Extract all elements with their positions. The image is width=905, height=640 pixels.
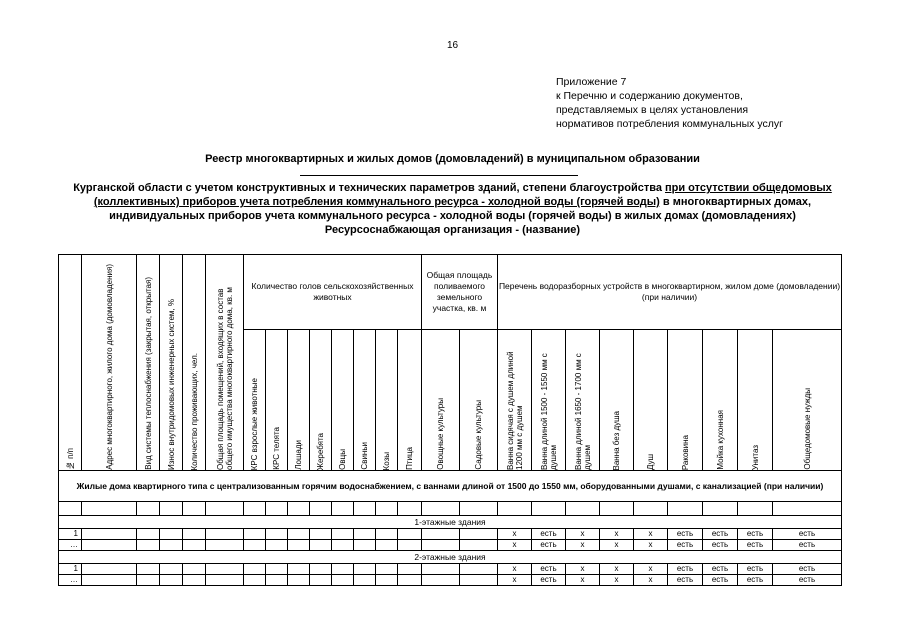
fixture-cell: х xyxy=(600,564,634,575)
fixture-cell: есть xyxy=(532,575,566,586)
register-table xyxy=(58,254,842,586)
empty-cell xyxy=(244,564,266,575)
fixture-cell: х xyxy=(634,575,668,586)
fixture-cell: есть xyxy=(532,529,566,540)
empty-cell xyxy=(288,564,310,575)
empty-cell xyxy=(773,502,842,516)
empty-cell xyxy=(206,564,244,575)
header-land-crop: Садовые культуры xyxy=(460,330,498,471)
empty-cell xyxy=(183,502,206,516)
table-row xyxy=(59,529,842,540)
fixture-cell: есть xyxy=(668,540,703,551)
empty-cell xyxy=(244,502,266,516)
header-address: Адрес многоквартирного, жилого дома (домовладения) xyxy=(82,255,137,471)
header-animal-type: Лошади xyxy=(288,330,310,471)
empty-cell xyxy=(398,575,422,586)
fixture-cell: х xyxy=(498,575,532,586)
fixture-cell: есть xyxy=(738,540,773,551)
empty-cell xyxy=(183,529,206,540)
header-land-crop: Овощные культуры xyxy=(422,330,460,471)
fixture-cell: есть xyxy=(703,529,738,540)
subtitle-part: в многоквартирных домах, индивидуальных приборов учета коммунального ресурса - холодной воды (горячей воды) в жилых домах (домовладениях) Ресурсоснабжающая организация - (название) xyxy=(109,196,812,236)
appendix-line: представляемых в целях установления xyxy=(556,104,749,116)
row-number: 1 xyxy=(59,529,82,540)
empty-cell xyxy=(82,529,137,540)
header-fixture-type: Душ xyxy=(634,330,668,471)
empty-cell xyxy=(82,540,137,551)
empty-cell xyxy=(244,529,266,540)
fixture-cell: есть xyxy=(532,540,566,551)
empty-cell xyxy=(206,529,244,540)
header-animal-type: Козы xyxy=(376,330,398,471)
empty-cell xyxy=(376,529,398,540)
fixture-cell: есть xyxy=(703,540,738,551)
fixture-cell: х xyxy=(498,540,532,551)
empty-cell xyxy=(244,575,266,586)
empty-cell xyxy=(460,502,498,516)
empty-cell xyxy=(354,575,376,586)
empty-cell xyxy=(310,540,332,551)
header-animal-type: КРС телята xyxy=(266,330,288,471)
group-row xyxy=(59,551,842,564)
header-animal-type: Свиньи xyxy=(354,330,376,471)
fixture-cell: есть xyxy=(668,529,703,540)
empty-cell xyxy=(206,502,244,516)
empty-cell xyxy=(422,502,460,516)
empty-cell xyxy=(266,564,288,575)
empty-cell xyxy=(376,502,398,516)
empty-cell xyxy=(82,575,137,586)
fixture-cell: х xyxy=(600,540,634,551)
header-animal-type: Птица xyxy=(398,330,422,471)
empty-cell xyxy=(266,575,288,586)
empty-cell xyxy=(460,529,498,540)
empty-cell xyxy=(332,564,354,575)
empty-cell xyxy=(332,502,354,516)
empty-cell xyxy=(422,529,460,540)
header-fixtures-group: Перечень водоразборных устройств в многоквартирном, жилом доме (домовладении) (при наличии) xyxy=(498,255,842,330)
empty-cell xyxy=(422,564,460,575)
empty-cell xyxy=(310,564,332,575)
empty-cell xyxy=(160,529,183,540)
empty-cell xyxy=(137,502,160,516)
group-label: 2-этажные здания xyxy=(59,551,842,564)
fixture-cell: есть xyxy=(532,564,566,575)
appendix-line: к Перечню и содержанию документов, xyxy=(556,90,743,102)
fixture-cell: есть xyxy=(668,575,703,586)
fixture-cell: х xyxy=(566,564,600,575)
empty-cell xyxy=(566,502,600,516)
empty-cell xyxy=(288,540,310,551)
empty-cell xyxy=(183,540,206,551)
empty-cell xyxy=(82,564,137,575)
appendix-note xyxy=(556,75,783,131)
table-row xyxy=(59,540,842,551)
header-fixture-type: Общедомовые нужды xyxy=(773,330,842,471)
fixture-cell: есть xyxy=(773,564,842,575)
header-fixture-type: Унитаз xyxy=(738,330,773,471)
fixture-cell: х xyxy=(634,564,668,575)
fixture-cell: есть xyxy=(703,575,738,586)
empty-cell xyxy=(600,502,634,516)
empty-cell xyxy=(422,575,460,586)
header-wear: Износ внутридомовых инженерных систем, % xyxy=(160,255,183,471)
group-label: 1-этажные здания xyxy=(59,516,842,529)
header-land-group: Общая площадь поливаемого земельного участка, кв. м xyxy=(422,255,498,330)
header-animal-type: Жеребята xyxy=(310,330,332,471)
fixture-cell: есть xyxy=(738,564,773,575)
fixture-cell: х xyxy=(634,529,668,540)
empty-cell xyxy=(266,529,288,540)
table-row xyxy=(59,564,842,575)
header-heating-system: Вид системы теплоснабжения (закрытая, открытая) xyxy=(137,255,160,471)
row-number: … xyxy=(59,540,82,551)
header-fixture-type: Мойка кухонная xyxy=(703,330,738,471)
table-row xyxy=(59,575,842,586)
empty-cell xyxy=(460,540,498,551)
fixture-cell: есть xyxy=(773,540,842,551)
empty-cell xyxy=(634,502,668,516)
fixture-cell: х xyxy=(634,540,668,551)
header-common-area: Общая площадь помещений, входящих в состав общего имущества многоквартирного дома, кв. м xyxy=(206,255,244,471)
empty-cell xyxy=(160,564,183,575)
fixture-cell: есть xyxy=(773,575,842,586)
row-number: … xyxy=(59,575,82,586)
empty-cell xyxy=(160,540,183,551)
appendix-line: Приложение 7 xyxy=(556,76,627,88)
empty-cell xyxy=(288,575,310,586)
fixture-cell: х xyxy=(566,575,600,586)
empty-cell xyxy=(183,564,206,575)
empty-cell xyxy=(354,529,376,540)
empty-cell xyxy=(82,502,137,516)
fixture-cell: х xyxy=(498,564,532,575)
empty-cell xyxy=(310,529,332,540)
document-title: Реестр многоквартирных и жилых домов (домовладений) в муниципальном образовании xyxy=(205,153,700,165)
empty-cell xyxy=(137,529,160,540)
subtitle-underlined-part: при отсутствии общедомовых (коллективных) приборов учета потребления коммунального ресурса - холодной воды (горячей воды) xyxy=(93,182,832,208)
fixture-cell: есть xyxy=(703,564,738,575)
fixture-cell: есть xyxy=(738,575,773,586)
fixture-cell: х xyxy=(600,529,634,540)
empty-cell xyxy=(332,540,354,551)
header-animal-type: Овцы xyxy=(332,330,354,471)
empty-cell xyxy=(738,502,773,516)
empty-cell xyxy=(532,502,566,516)
empty-cell xyxy=(354,540,376,551)
empty-cell xyxy=(183,575,206,586)
empty-cell xyxy=(668,502,703,516)
empty-cell xyxy=(498,502,532,516)
empty-cell xyxy=(137,575,160,586)
document-subtitle xyxy=(60,181,845,237)
empty-cell xyxy=(160,575,183,586)
empty-cell xyxy=(310,575,332,586)
appendix-line: нормативов потребления коммунальных услуг xyxy=(556,118,783,130)
fixture-cell: есть xyxy=(668,564,703,575)
row-number: 1 xyxy=(59,564,82,575)
empty-cell xyxy=(206,575,244,586)
empty-cell xyxy=(460,575,498,586)
empty-cell xyxy=(422,540,460,551)
page-number: 16 xyxy=(446,40,459,51)
header-row-number: № п/п xyxy=(59,255,82,471)
empty-cell xyxy=(398,540,422,551)
fixture-cell: есть xyxy=(773,529,842,540)
empty-cell xyxy=(206,540,244,551)
header-residents: Количество проживающих, чел. xyxy=(183,255,206,471)
empty-cell xyxy=(288,502,310,516)
empty-cell xyxy=(332,575,354,586)
empty-cell xyxy=(354,502,376,516)
empty-cell xyxy=(332,529,354,540)
empty-cell xyxy=(354,564,376,575)
group-row xyxy=(59,516,842,529)
empty-cell xyxy=(266,502,288,516)
header-fixture-type: Раковина xyxy=(668,330,703,471)
header-fixture-type: Ванна длиной 1500 - 1550 мм с душем xyxy=(532,330,566,471)
fixture-cell: х xyxy=(566,529,600,540)
subtitle-part: Курганской области с учетом конструктивных и технических параметров зданий, степени благоустройства xyxy=(73,182,665,194)
header-animals-group: Количество голов сельскохозяйственных животных xyxy=(244,255,422,330)
header-animal-type: КРС взрослые животные xyxy=(244,330,266,471)
empty-cell xyxy=(376,575,398,586)
empty-cell xyxy=(703,502,738,516)
fixture-cell: есть xyxy=(738,529,773,540)
header-fixture-type: Ванна сидячая с душем длиной 1200 мм с душем xyxy=(498,330,532,471)
empty-cell xyxy=(376,564,398,575)
empty-cell xyxy=(137,540,160,551)
empty-cell xyxy=(310,502,332,516)
empty-cell xyxy=(59,502,82,516)
empty-cell xyxy=(398,564,422,575)
fixture-cell: х xyxy=(498,529,532,540)
empty-cell xyxy=(160,502,183,516)
empty-cell xyxy=(398,529,422,540)
section-title: Жилые дома квартирного типа с централизованным горячим водоснабжением, с ваннами длиной от 1500 до 1550 мм, оборудованными душами, с канализацией (при наличии) xyxy=(59,471,842,502)
title-blank-line xyxy=(300,175,578,176)
empty-cell xyxy=(288,529,310,540)
header-fixture-type: Ванна длиной 1650 - 1700 мм с душем xyxy=(566,330,600,471)
empty-cell xyxy=(137,564,160,575)
empty-cell xyxy=(398,502,422,516)
empty-cell xyxy=(244,540,266,551)
empty-cell xyxy=(376,540,398,551)
header-fixture-type: Ванна без душа xyxy=(600,330,634,471)
empty-cell xyxy=(266,540,288,551)
empty-cell xyxy=(460,564,498,575)
fixture-cell: х xyxy=(566,540,600,551)
fixture-cell: х xyxy=(600,575,634,586)
